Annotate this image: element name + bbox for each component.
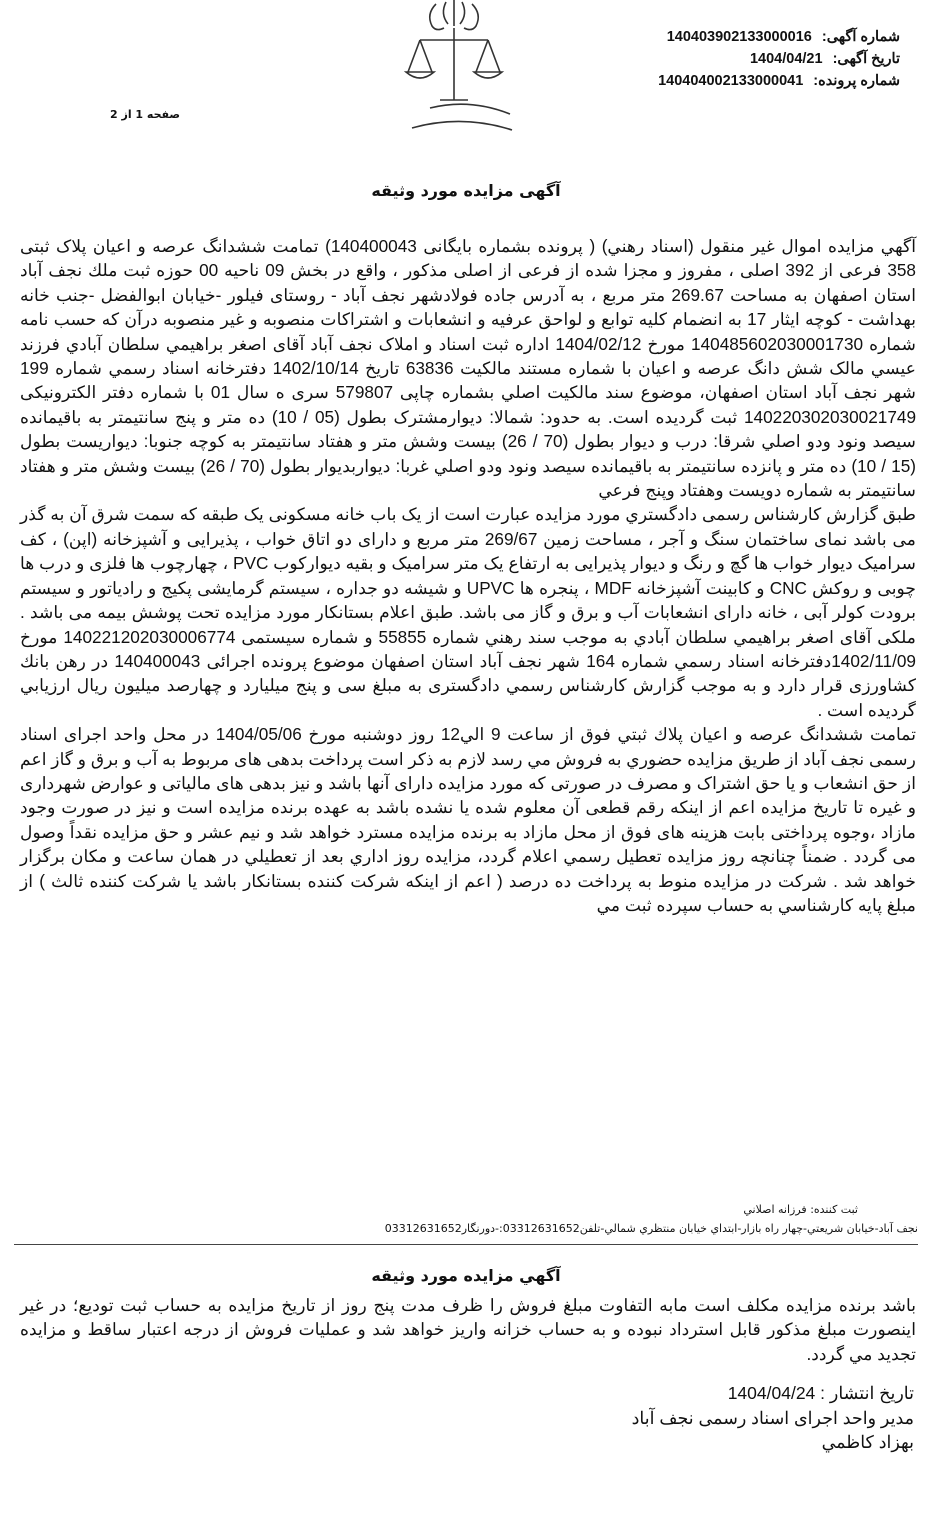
publish-date: 1404/04/24 <box>727 1383 816 1403</box>
publish-date-row <box>414 1381 914 1406</box>
paragraph-auction-terms: تمامت ششدانگ عرصه و اعيان پلاك ثبتي فوق از ساعت 9 الي12 روز دوشنبه مورخ 1404/05/06 در محل واحد اجرای اسناد رسمی نجف آباد از طريق مزايده حضوري به فروش مي رسد لازم به ذكر است پرداخت بدهی های مربوط به آب و برق و گاز اعم از حق انشعاب و یا حق اشتراک و مصرف در صورتی که مورد مزایده دارای آنها باشد و نیز بدهی های مالیاتی و عوارض شهرداری و غیره تا تاریخ مزایده اعم از اینکه رقم قطعی آن معلوم شده یا نشده باشد به عهده برنده مزایده است و نیز در صورت وجود مازاد ،وجوه پرداختی بابت هزینه های فوق از محل مازاد به برنده مزایده مسترد خواهد شد و نیم عشر و حق مزایده نقداً وصول می گردد . ضمناً چنانچه روز مزايده تعطيل رسمي اعلام گردد، مزايده روز اداري بعد از تعطيلي در همان ساعت و مكان برگزار خواهد شد . شركت در مزايده منوط به پرداخت ده درصد ( اعم از اینکه شرکت کننده بستانکار باشد یا شرکت کننده ثالث ) از مبلغ پایه کارشناسي به حساب سپرده ثبت مي <box>20 724 916 915</box>
ad-date-label: تاریخ آگهی: <box>832 51 900 67</box>
ad-date-row <box>540 48 900 70</box>
signer-name: بهزاد کاظمي <box>821 1432 914 1453</box>
ad-number-row <box>540 26 900 48</box>
registrar-row <box>14 1200 918 1219</box>
footer-info <box>14 1200 918 1238</box>
registrar-name: فرزانه اصلاني <box>743 1203 807 1216</box>
ad-date: 1404/04/21 <box>749 51 823 67</box>
notice-body-page2 <box>20 1293 916 1366</box>
publish-date-label: تاریخ انتشار : <box>820 1383 914 1403</box>
signer-title: مدير واحد اجرای اسناد رسمی نجف آباد <box>631 1407 914 1428</box>
notice-title: آگهی مزایده مورد وثیقه <box>371 181 561 200</box>
paragraph-expert-report: طبق گزارش کارشناس رسمی دادگستري مورد مزايده عبارت است از یک باب خانه مسکونی یک طبقه که سمت شرق آن به گذر می باشد نمای ساختمان سنگ و آجر ، مساحت زمین 269/67 متر مربع و دارای دو اتاق خواب ، پذیرایی و آشپزخانه (اپن) ، کف سرامیک دیوار خواب ها گچ و رنگ و دیوار پذیرایی به ارتفاع یک متر سرامیک و بقیه دیوارکوب PVC ، چهارچوب ها فلزی و درب ها چوبی و روکش CNC و کابینت آشپزخانه MDF ، پنجره ها UPVC و شیشه دو جداره ، سیستم گرمایشی پکیج و رادیاتور و سیستم برودت کولر آبی ، خانه دارای انشعابات آب و برق و گاز می باشد. طبق اعلام بستانکار مورد مزایده تحت پوشش بیمه می باشد . ملکی آقای اصغر براهیمي سلطان آبادي به موجب سند رهني شماره 55855 و شماره سیستمی 14022120203000677​4 مورخ 1402/11/09دفترخانه اسناد رسمي شماره 164 شهر نجف آباد استان اصفهان موضوع پرونده اجرائی 140400043 در رهن بانك کشاورزی قرار دارد و به موجب گزارش کارشناس رسمي دادگستری به مبلغ سی و پنج میلیارد و چهارصد میلیون ریال ارزیابي گردیده است . <box>20 504 916 720</box>
divider <box>14 1244 918 1245</box>
case-number: 14040400213300004​1 <box>658 73 804 89</box>
case-number-row <box>540 70 900 92</box>
case-number-label: شماره پرونده: <box>813 73 900 89</box>
ad-number-label: شماره آگهی: <box>821 29 900 45</box>
paragraph-property-description: آگهي مزايده اموال غير منقول (اسناد رهني) ( پرونده بشماره بايگانی 140400043) تمامت ششدانگ عرصه و اعیان پلاک ثبتی 358 فرعی از 392 اصلی ، مفروز و مجزا شده از فرعی از اصلی مذکور ، واقع در بخش 09 ناحیه 00 حوزه ثبت ملك نجف آباد استان اصفهان به مساحت 269.67 متر مربع ، به آدرس جاده فولادشهر نجف آباد - روستای فیلور -خیابان ابوالفضل -جنب خانه بهداشت - کوچه ایثار 17 به انضمام کلیه توابع و لواحق عرفیه و انشعابات و اشتراکات منصوبه و غیر منصوبه درآن که حسب نامه شماره 14048560203000173​0 مورخ 1404/02/12 اداره ثبت اسناد و املاک نجف آباد آقای اصغر براهیمي سلطان آبادي فرزند عیسي مالک شش دانگ عرصه و اعیان با شماره مستند مالکیت 63836 تاریخ 1402/10/14 دفترخانه اسناد رسمي شماره 199 شهر نجف آباد استان اصفهان، موضوع سند مالکیت اصلي بشماره چاپی 579807 سری ه سال 01 با شماره دفتر الکترونیکی 14022030203002174​9 ثبت گردیده است. به حدود: شمالا: دیوارمشترک بطول (05 / 10) ده متر و پنج سانتیمتر به باقیمانده سیصد ونود ودو اصلي شرقا: درب و دیوار بطول (70 / 26) بیست وشش متر و هفتاد سانتیمتر به کوچه جنوبا: دیواریست بطول (15 / 10) ده متر و پانزده سانتیمتر به باقیمانده سیصد ونود ودو اصلي غربا: دیواربدیوار بطول (70 / 26) بیست وشش متر و هفتاد سانتیمتر به شماره دویست وهفتاد وپنج فرعي <box>20 236 917 501</box>
closing-block <box>414 1381 914 1455</box>
registrar-label: ثبت کننده: <box>810 1203 858 1216</box>
ad-metadata <box>540 26 900 92</box>
notice-body <box>20 234 916 917</box>
ad-number: 14040390213300001​6 <box>666 29 812 45</box>
emblem-icon <box>390 0 530 148</box>
judiciary-emblem-logo <box>390 0 530 148</box>
paragraph-payment-terms: باشد برنده مزایده مکلف است مابه التفاوت مبلغ فروش را ظرف مدت پنج روز از تاریخ مزایده به حساب ثبت توديع؛ در غير اينصورت مبلغ مذکور قابل استرداد نبوده و به حساب خزانه واريز خواهد شد و عمليات فروش از درجه اعتبار ساقط و مزايده تجديد مي گردد. <box>20 1295 916 1364</box>
notice-title-page2: آگهي مزايده مورد وثيقه <box>371 1266 561 1285</box>
office-address: نجف آباد-خيابان شريعتي-چهار راه بازار-ابتداي خيابان منتظري شمالي-تلفن03312631652:-دورنگار03312631652 <box>384 1222 918 1235</box>
page-indicator: صفحه 1 از 2 <box>110 108 181 121</box>
